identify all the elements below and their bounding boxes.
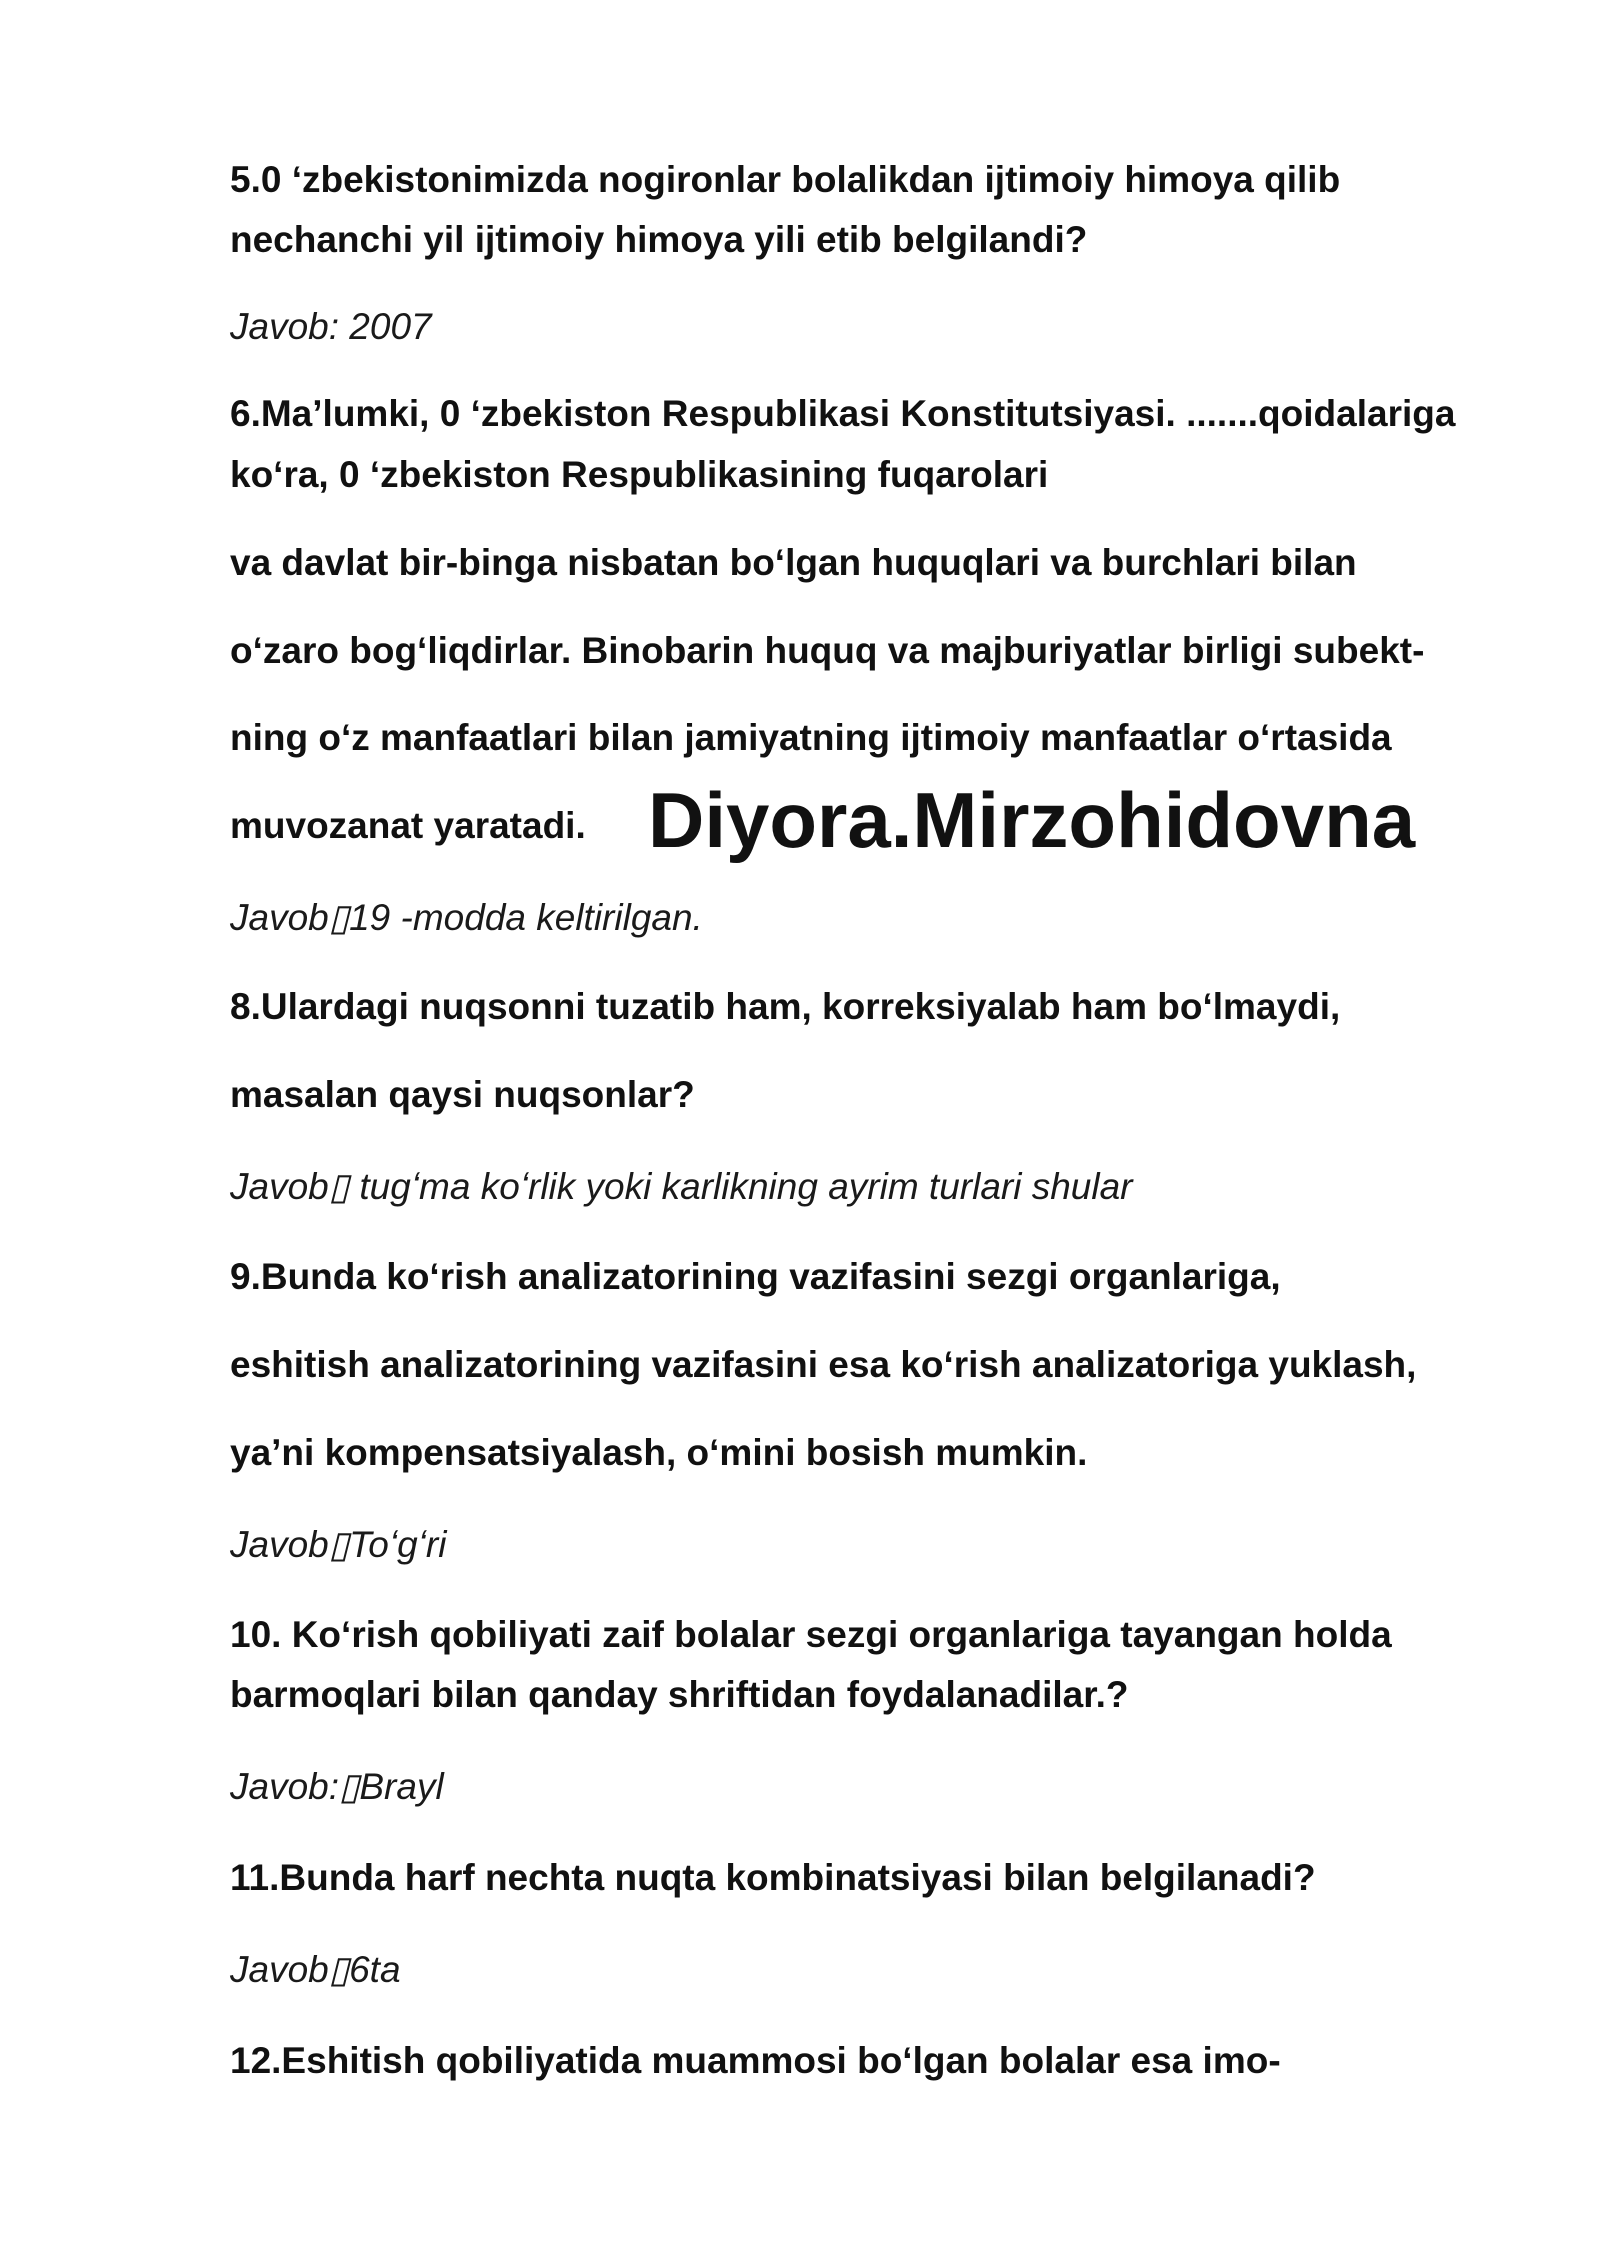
question-9-line-2: eshitish analizatorining vazifasini esa koʻrish analizatoriga yuklash, (230, 1344, 1417, 1385)
question-6-line-6: muvozanat yaratadi. (230, 805, 586, 846)
question-6-line-3: va davlat bir-binga nisbatan boʻlgan huquqlari va burchlari bilan (230, 542, 1357, 583)
question-8-line-1: 8.Ulardagi nuqsonni tuzatib ham, korreksiyalab ham boʻlmaydi, (230, 986, 1341, 1027)
question-8-line-2: masalan qaysi nuqsonlar? (230, 1074, 695, 1115)
question-9-line-1: 9.Bunda koʻrish analizatorining vazifasini sezgi organlariga, (230, 1256, 1281, 1297)
question-6-line-2: koʻra, 0 ʻzbekiston Respublikasining fuqarolari (230, 454, 1049, 495)
answer-10: Javob:▯Brayl (230, 1766, 444, 1807)
question-6-line-4: oʻzaro bogʻliqdirlar. Binobarin huquq va majburiyatlar birligi subekt- (230, 630, 1425, 671)
question-6-line-5: ning oʻz manfaatlari bilan jamiyatning ijtimoiy manfaatlar oʻrtasida (230, 717, 1392, 758)
question-6-line-1: 6.Ma’lumki, 0 ʻzbekiston Respublikasi Konstitutsiyasi. .......qoidalariga (230, 393, 1456, 434)
answer-9: Javob▯Toʻgʻri (230, 1524, 447, 1565)
question-5-line-2: nechanchi yil ijtimoiy himoya yili etib belgilandi? (230, 219, 1088, 260)
question-10-line-1: 10. Koʻrish qobiliyati zaif bolalar sezgi organlariga tayangan holda (230, 1614, 1392, 1655)
question-12-line-1: 12.Eshitish qobiliyatida muammosi boʻlgan bolalar esa imo- (230, 2040, 1281, 2081)
question-5-line-1: 5.0 ʻzbekistonimizda nogironlar bolalikdan ijtimoiy himoya qilib (230, 159, 1341, 200)
watermark-signature: Diyora.Mirzohidovna (648, 776, 1416, 864)
answer-8: Javob▯ tugʻma koʻrlik yoki karlikning ayrim turlari shular (230, 1166, 1133, 1207)
answer-5: Javob: 2007 (230, 306, 432, 347)
question-10-line-2: barmoqlari bilan qanday shriftidan foydalanadilar.? (230, 1674, 1129, 1715)
question-9-line-3: ya’ni kompensatsiyalash, oʻmini bosish mumkin. (230, 1432, 1088, 1473)
question-11-line-1: 11.Bunda harf nechta nuqta kombinatsiyasi bilan belgilanadi? (230, 1857, 1316, 1898)
answer-6: Javob▯19 -modda keltirilgan. (230, 897, 703, 938)
answer-11: Javob▯6ta (230, 1949, 401, 1990)
